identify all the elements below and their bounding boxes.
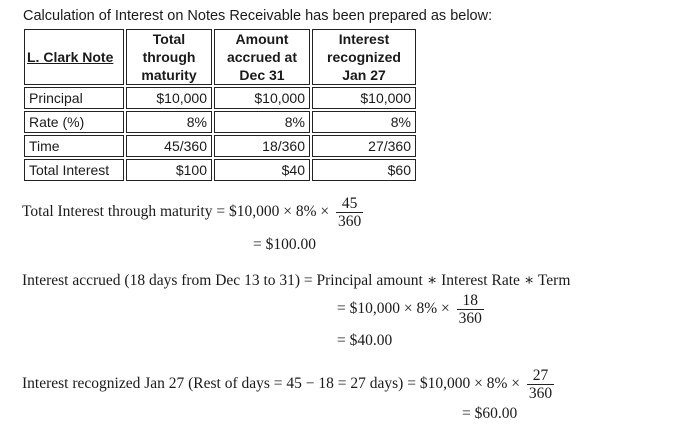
table-cell: $10,000 xyxy=(312,87,416,109)
eq1-lhs: Total Interest through maturity xyxy=(22,203,213,221)
row-label: Total Interest xyxy=(24,159,124,181)
table-cell: 8% xyxy=(126,111,212,133)
header-total-maturity: Total through maturity xyxy=(126,29,212,85)
row-label: Rate (%) xyxy=(24,111,124,133)
table-row xyxy=(24,135,416,157)
table-row xyxy=(24,111,416,133)
eq2-lhs: Interest accrued (18 days from Dec 13 to 31) xyxy=(22,272,301,289)
header-recognized-jan27: Interest recognized Jan 27 xyxy=(312,29,416,85)
table-cell: $100 xyxy=(126,159,212,181)
eq3-result: = $60.00 xyxy=(462,405,518,422)
row-label: Principal xyxy=(24,87,124,109)
table-header-row xyxy=(24,29,416,85)
equation-interest-recognized xyxy=(22,367,557,402)
equation-total-interest xyxy=(22,195,366,230)
header-note: L. Clark Note xyxy=(24,29,124,85)
eq3-rhs: = $10,000 × 8% × xyxy=(407,375,520,393)
eq2-substitution: = $10,000 × 8% × $\frac{18}{360}$ xyxy=(337,292,482,327)
header-accrued-dec31: Amount accrued at Dec 31 xyxy=(214,29,310,85)
table-cell: $40 xyxy=(214,159,310,181)
eq2-fraction: $\frac{18}{360}$ xyxy=(458,292,482,327)
row-label: Time xyxy=(24,135,124,157)
table-row xyxy=(24,87,416,109)
table-cell: $60 xyxy=(312,159,416,181)
eq3-lhs: Interest recognized Jan 27 (Rest of days = 45 − 18 = 27 days) xyxy=(22,375,404,393)
table-cell: 27/360 xyxy=(312,135,416,157)
table-cell: $10,000 xyxy=(214,87,310,109)
table-cell: 8% xyxy=(312,111,416,133)
eq1-rhs: = $10,000 × 8% × xyxy=(216,203,330,221)
eq2-result: = $40.00 xyxy=(337,332,393,349)
eq3-fraction: $\frac{27}{360}$ xyxy=(528,367,553,402)
eq1-result: = $100.00 xyxy=(253,236,316,253)
equation-interest-accrued xyxy=(22,271,570,290)
eq1-fraction: $\frac{45}{360}$ xyxy=(337,195,362,230)
table-row xyxy=(24,159,416,181)
interest-table xyxy=(22,27,418,183)
table-cell: 45/360 xyxy=(126,135,212,157)
table-cell: 18/360 xyxy=(214,135,310,157)
eq2-rhs: = Principal amount ∗ Interest Rate ∗ Term xyxy=(303,272,571,289)
table-cell: $10,000 xyxy=(126,87,212,109)
page-heading: Calculation of Interest on Notes Receivable has been prepared as below: xyxy=(23,8,493,24)
table-cell: 8% xyxy=(214,111,310,133)
